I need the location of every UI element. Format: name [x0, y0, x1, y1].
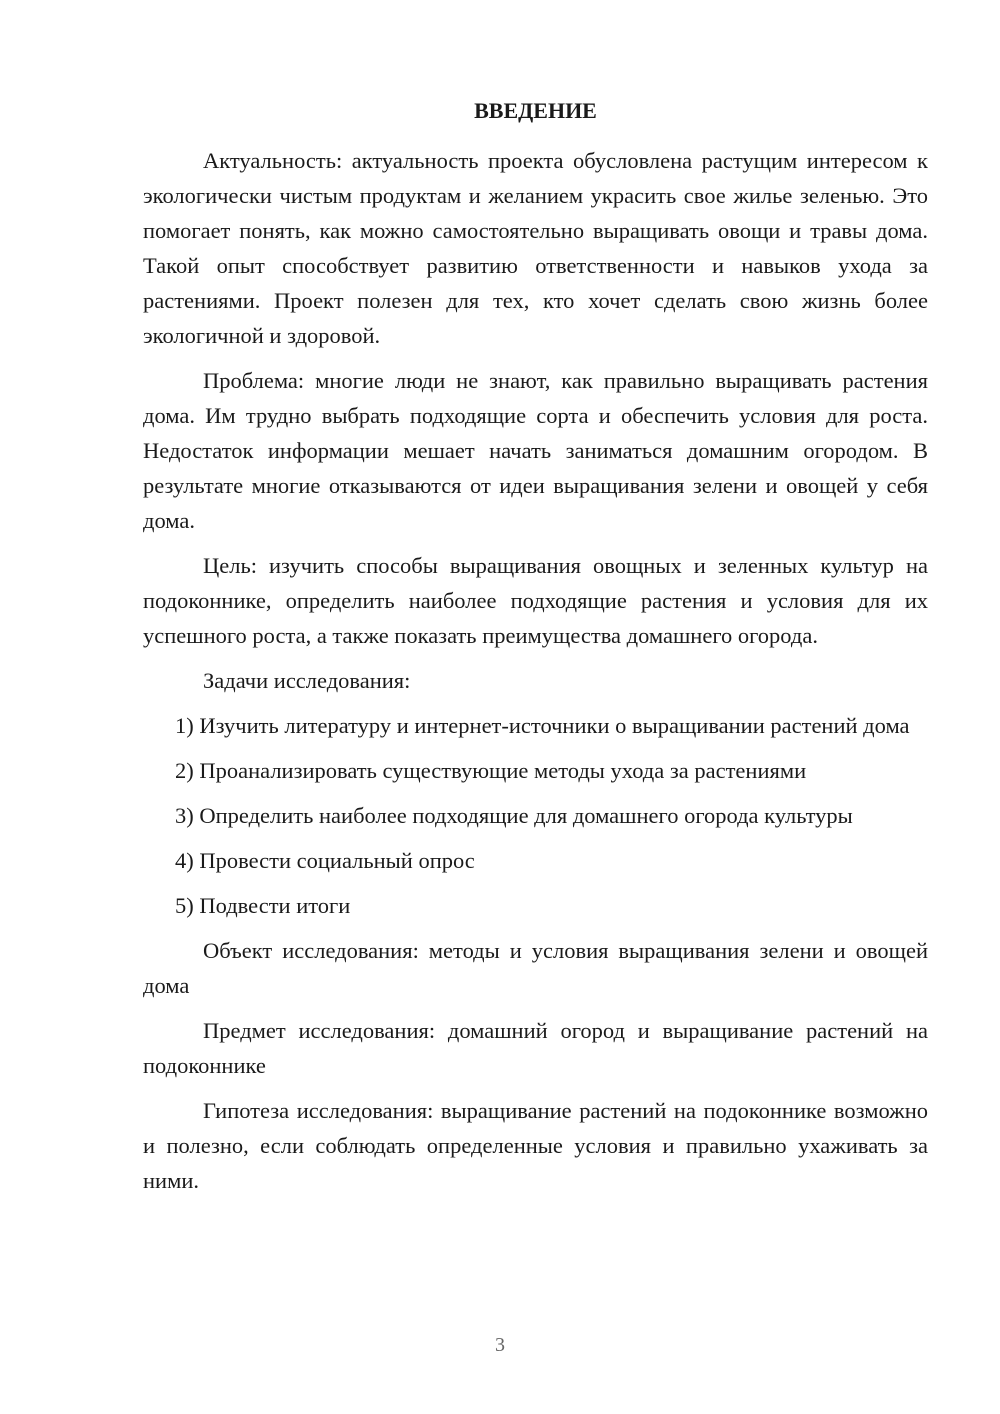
task-item: 1) Изучить литературу и интернет-источники о выращивании растений дома — [175, 713, 910, 738]
task-item: 2) Проанализировать существующие методы ухода за растениями — [175, 758, 807, 783]
task-item: 3) Определить наиболее подходящие для домашнего огорода культуры — [175, 803, 853, 828]
goal-paragraph: Цель: изучить способы выращивания овощных и зеленных культур на подоконнике, определить наиболее подходящие растения и условия для их успешного роста, а также показать преимущества домашнего огорода. — [143, 553, 928, 648]
relevance-paragraph: Актуальность: актуальность проекта обусловлена растущим интересом к экологически чистым продуктам и желанием украсить свое жилье зеленью. Это помогает понять, как можно самостоятельно выращивать овощи и травы дома. Такой опыт способствует развитию ответственности и навыков ухода за растениями. Проект полезен для тех, кто хочет сделать свою жизнь более экологичной и здоровой. — [143, 148, 928, 348]
problem-paragraph: Проблема: многие люди не знают, как правильно выращивать растения дома. Им трудно выбрать подходящие сорта и обеспечить условия для роста. Недостаток информации мешает начать заниматься домашним огородом. В результате многие отказываются от идеи выращивания зелени и овощей у себя дома. — [143, 368, 928, 533]
task-item: 5) Подвести итоги — [175, 893, 351, 918]
document-body — [143, 143, 928, 1208]
tasks-heading: Задачи исследования: — [203, 668, 411, 693]
page-number: 3 — [495, 1334, 505, 1356]
task-item: 4) Провести социальный опрос — [175, 848, 475, 873]
subject-paragraph: Предмет исследования: домашний огород и выращивание растений на подоконнике — [143, 1018, 928, 1078]
object-paragraph: Объект исследования: методы и условия выращивания зелени и овощей дома — [143, 938, 928, 998]
section-title: ВВЕДЕНИЕ — [474, 98, 597, 123]
hypothesis-paragraph: Гипотеза исследования: выращивание растений на подоконнике возможно и полезно, если соблюдать определенные условия и правильно ухаживать за ними. — [143, 1098, 928, 1193]
